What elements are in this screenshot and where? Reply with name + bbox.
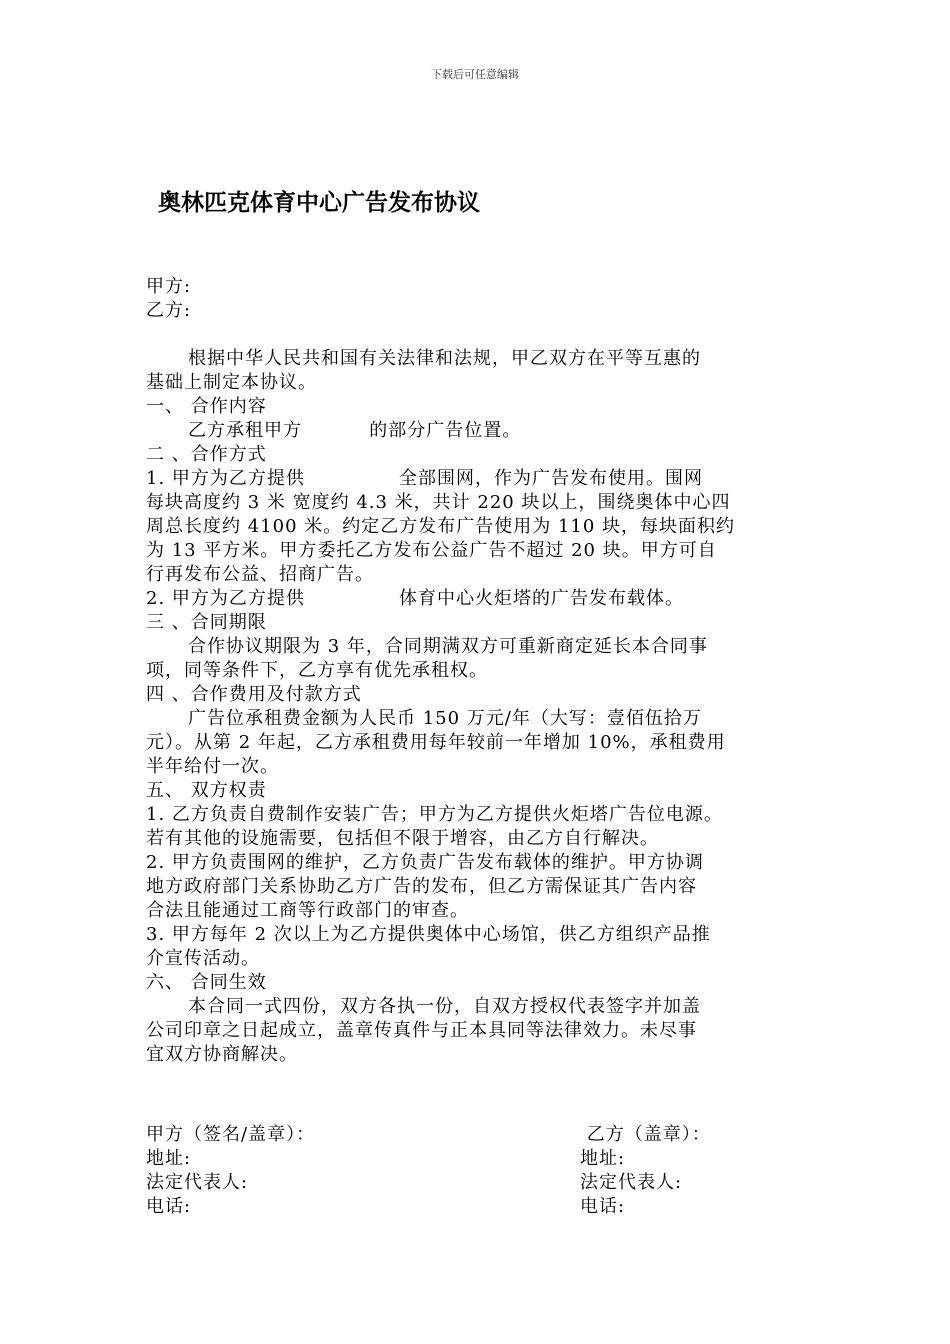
document-title: 奥林匹克体育中心广告发布协议 [158, 190, 480, 216]
party-a-label: 甲方: [146, 276, 192, 297]
section-3-line-1: 合作协议期限为 3 年，合同期满双方可重新商定延长本合同事 [188, 636, 708, 657]
party-a-sign-label: 甲方（签名/盖章）： [146, 1124, 316, 1145]
section-2-line-6: 2. 甲方为乙方提供 体育中心火炬塔的广告发布载体。 [146, 588, 684, 609]
section-4-line-1: 广告位承租费金额为人民币 150 万元/年（大写：壹佰伍拾万 [188, 708, 702, 729]
section-5-line-2: 若有其他的设施需要，包括但不限于增容，由乙方自行解决。 [146, 828, 659, 849]
party-b-label: 乙方: [146, 300, 192, 321]
section-3-line-2: 项，同等条件下，乙方享有优先承租权。 [146, 660, 488, 681]
intro-line-2: 基础上制定本协议。 [146, 372, 317, 393]
party-a-phone-label: 电话: [146, 1196, 192, 1217]
party-b-sign-label: 乙方（盖章）： [580, 1124, 711, 1145]
section-5-line-5: 合法且能通过工商等行政部门的审查。 [146, 900, 469, 921]
section-6-line-2: 公司印章之日起成立，盖章传真件与正本具同等法律效力。未尽事 [146, 1020, 697, 1041]
section-6-line-1: 本合同一式四份，双方各执一份，自双方授权代表签字并加盖 [188, 996, 701, 1017]
section-1-line-1: 乙方承租甲方 的部分广告位置。 [188, 420, 522, 441]
section-4-line-3: 半年给付一次。 [146, 756, 279, 777]
section-5-line-7: 介宣传活动。 [146, 948, 260, 969]
intro-line-1: 根据中华人民共和国有关法律和法规，甲乙双方在平等互惠的 [188, 348, 701, 369]
party-a-address-label: 地址: [146, 1148, 192, 1169]
section-5-line-3: 2. 甲方负责围网的维护，乙方负责广告发布载体的维护。甲方协调 [146, 852, 704, 873]
section-2-line-5: 行再发布公益、招商广告。 [146, 564, 374, 585]
section-5-heading: 五、 双方权责 [146, 780, 267, 801]
spacer [146, 323, 811, 347]
section-2-line-1: 1. 甲方为乙方提供 全部围网，作为广告发布使用。围网 [146, 468, 703, 489]
section-3-heading: 三 、合同期限 [146, 612, 267, 633]
signature-party-a [146, 1123, 315, 1219]
header-note: 下载后可任意编辑 [431, 68, 519, 81]
party-b-address-label: 地址: [580, 1148, 626, 1169]
section-5-line-4: 地方政府部门关系协助乙方广告的发布，但乙方需保证其广告内容 [146, 876, 697, 897]
section-1-heading: 一、 合作内容 [146, 396, 267, 417]
section-5-line-6: 3. 甲方每年 2 次以上为乙方提供奥体中心场馆，供乙方组织产品推 [146, 924, 711, 945]
section-4-line-2: 元）。从第 2 年起，乙方承租费用每年较前一年增加 10%，承租费用 [146, 732, 726, 753]
party-a-rep-label: 法定代表人: [146, 1172, 249, 1193]
section-2-heading: 二 、合作方式 [146, 444, 267, 465]
section-4-heading: 四 、合作费用及付款方式 [146, 684, 362, 705]
agreement-body [146, 275, 811, 1067]
section-6-heading: 六、 合同生效 [146, 972, 267, 993]
section-2-line-3: 周总长度约 4100 米。约定乙方发布广告使用为 110 块，每块面积约 [146, 516, 736, 537]
signature-party-b [580, 1123, 711, 1219]
section-2-line-2: 每块高度约 3 米 宽度约 4.3 米，共计 220 块以上，围绕奥体中心四 [146, 492, 731, 513]
section-5-line-1: 1. 乙方负责自费制作安装广告；甲方为乙方提供火炬塔广告位电源。 [146, 804, 723, 825]
section-6-line-3: 宜双方协商解决。 [146, 1044, 298, 1065]
party-b-phone-label: 电话: [580, 1196, 626, 1217]
section-2-line-4: 为 13 平方米。甲方委托乙方发布公益广告不超过 20 块。甲方可自 [146, 540, 717, 561]
party-b-rep-label: 法定代表人: [580, 1172, 683, 1193]
